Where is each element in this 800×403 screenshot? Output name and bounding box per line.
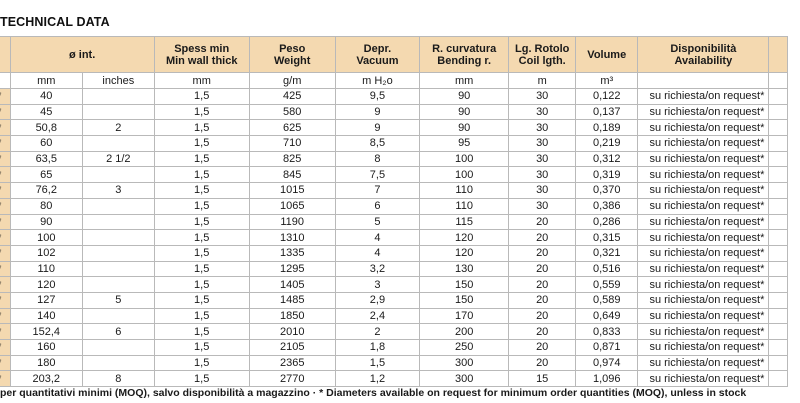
table-row [0, 292, 788, 308]
cell-diameter-mm: 100 [10, 230, 82, 246]
cell-wall-thickness: 1,5 [154, 104, 249, 120]
cell-diameter-mm: 80 [10, 198, 82, 214]
cell-vacuum: 4 [335, 245, 420, 261]
cell-vacuum: 3 [335, 277, 420, 293]
cell-bending-radius: 300 [420, 371, 509, 387]
cell-availability: su richiesta/on request* [638, 120, 769, 136]
table-row [0, 120, 788, 136]
row-edge [769, 308, 788, 324]
table-row [0, 214, 788, 230]
row-marker [0, 214, 10, 230]
cell-diameter-mm: 76,2 [10, 183, 82, 199]
cell-availability: su richiesta/on request* [638, 292, 769, 308]
cell-vacuum: 8,5 [335, 136, 420, 152]
table-row [0, 89, 788, 105]
cell-volume: 0,386 [576, 198, 638, 214]
unit-weight: g/m [249, 73, 335, 89]
row-edge [769, 151, 788, 167]
cell-coil-length: 20 [509, 230, 576, 246]
cell-diameter-mm: 127 [10, 292, 82, 308]
unit-mm: mm [10, 73, 82, 89]
table-row [0, 245, 788, 261]
section-title: TECHNICAL DATA [0, 15, 110, 29]
table-row [0, 355, 788, 371]
row-marker [0, 183, 10, 199]
cell-diameter-mm: 65 [10, 167, 82, 183]
row-marker [0, 261, 10, 277]
cell-volume: 0,315 [576, 230, 638, 246]
cell-diameter-inches [82, 104, 154, 120]
cell-coil-length: 30 [509, 151, 576, 167]
cell-vacuum: 5 [335, 214, 420, 230]
row-marker [0, 151, 10, 167]
cell-coil-length: 30 [509, 183, 576, 199]
cell-diameter-inches [82, 355, 154, 371]
cell-bending-radius: 120 [420, 245, 509, 261]
cell-volume: 0,516 [576, 261, 638, 277]
cell-weight: 1485 [249, 292, 335, 308]
cell-bending-radius: 100 [420, 151, 509, 167]
cell-weight: 425 [249, 89, 335, 105]
row-edge [769, 214, 788, 230]
cell-wall-thickness: 1,5 [154, 151, 249, 167]
cell-vacuum: 1,5 [335, 355, 420, 371]
cell-weight: 1850 [249, 308, 335, 324]
header-availability: Disponibilità Availability [638, 37, 769, 73]
cell-volume: 0,589 [576, 292, 638, 308]
units-edge [769, 73, 788, 89]
unit-availability [638, 73, 769, 89]
cell-wall-thickness: 1,5 [154, 120, 249, 136]
cell-diameter-inches [82, 89, 154, 105]
cell-coil-length: 30 [509, 136, 576, 152]
cell-volume: 0,189 [576, 120, 638, 136]
unit-volume: m³ [576, 73, 638, 89]
cell-vacuum: 2,9 [335, 292, 420, 308]
cell-volume: 0,319 [576, 167, 638, 183]
cell-coil-length: 20 [509, 355, 576, 371]
header-bending-radius: R. curvatura Bending r. [420, 37, 509, 73]
cell-coil-length: 30 [509, 198, 576, 214]
cell-volume: 0,974 [576, 355, 638, 371]
edge-header [769, 37, 788, 73]
cell-diameter-inches [82, 198, 154, 214]
cell-availability: su richiesta/on request* [638, 371, 769, 387]
cell-diameter-mm: 180 [10, 355, 82, 371]
row-edge [769, 292, 788, 308]
row-marker [0, 371, 10, 387]
row-edge [769, 120, 788, 136]
table-row [0, 136, 788, 152]
cell-availability: su richiesta/on request* [638, 324, 769, 340]
cell-availability: su richiesta/on request* [638, 151, 769, 167]
cell-vacuum: 1,8 [335, 340, 420, 356]
cell-vacuum: 9 [335, 104, 420, 120]
cell-weight: 1015 [249, 183, 335, 199]
units-row [0, 73, 788, 89]
unit-coil: m [509, 73, 576, 89]
cell-availability: su richiesta/on request* [638, 245, 769, 261]
cell-wall-thickness: 1,5 [154, 340, 249, 356]
cell-coil-length: 30 [509, 89, 576, 105]
row-edge [769, 167, 788, 183]
header-diameter: ø int. [10, 37, 154, 73]
cell-diameter-mm: 152,4 [10, 324, 82, 340]
cell-vacuum: 6 [335, 198, 420, 214]
table-row [0, 198, 788, 214]
marker-header [0, 37, 10, 73]
cell-volume: 0,370 [576, 183, 638, 199]
cell-volume: 0,219 [576, 136, 638, 152]
row-marker [0, 277, 10, 293]
cell-diameter-mm: 140 [10, 308, 82, 324]
cell-bending-radius: 130 [420, 261, 509, 277]
cell-bending-radius: 250 [420, 340, 509, 356]
cell-coil-length: 20 [509, 214, 576, 230]
cell-volume: 0,286 [576, 214, 638, 230]
cell-diameter-inches: 3 [82, 183, 154, 199]
cell-weight: 625 [249, 120, 335, 136]
cell-diameter-mm: 102 [10, 245, 82, 261]
cell-weight: 1295 [249, 261, 335, 277]
row-marker [0, 324, 10, 340]
cell-weight: 2365 [249, 355, 335, 371]
cell-weight: 710 [249, 136, 335, 152]
cell-vacuum: 2,4 [335, 308, 420, 324]
unit-vacuum: m H₂o [335, 73, 420, 89]
cell-diameter-mm: 63,5 [10, 151, 82, 167]
row-marker [0, 198, 10, 214]
cell-wall-thickness: 1,5 [154, 136, 249, 152]
cell-diameter-inches [82, 214, 154, 230]
cell-availability: su richiesta/on request* [638, 89, 769, 105]
row-edge [769, 371, 788, 387]
cell-coil-length: 20 [509, 261, 576, 277]
cell-weight: 1065 [249, 198, 335, 214]
cell-vacuum: 2 [335, 324, 420, 340]
cell-volume: 0,137 [576, 104, 638, 120]
cell-bending-radius: 300 [420, 355, 509, 371]
cell-availability: su richiesta/on request* [638, 198, 769, 214]
table-row [0, 277, 788, 293]
row-marker [0, 167, 10, 183]
row-edge [769, 136, 788, 152]
cell-bending-radius: 120 [420, 230, 509, 246]
row-edge [769, 183, 788, 199]
cell-availability: su richiesta/on request* [638, 167, 769, 183]
cell-weight: 2010 [249, 324, 335, 340]
cell-diameter-inches [82, 230, 154, 246]
cell-coil-length: 20 [509, 308, 576, 324]
cell-weight: 1310 [249, 230, 335, 246]
cell-diameter-mm: 160 [10, 340, 82, 356]
table-row [0, 167, 788, 183]
table-row [0, 230, 788, 246]
cell-availability: su richiesta/on request* [638, 214, 769, 230]
cell-diameter-mm: 60 [10, 136, 82, 152]
cell-volume: 1,096 [576, 371, 638, 387]
cell-wall-thickness: 1,5 [154, 324, 249, 340]
cell-weight: 1190 [249, 214, 335, 230]
cell-wall-thickness: 1,5 [154, 261, 249, 277]
table-row [0, 371, 788, 387]
table-row [0, 104, 788, 120]
cell-wall-thickness: 1,5 [154, 371, 249, 387]
cell-volume: 0,649 [576, 308, 638, 324]
cell-wall-thickness: 1,5 [154, 89, 249, 105]
cell-diameter-inches: 2 1/2 [82, 151, 154, 167]
cell-bending-radius: 110 [420, 183, 509, 199]
row-edge [769, 104, 788, 120]
cell-availability: su richiesta/on request* [638, 340, 769, 356]
cell-diameter-inches [82, 277, 154, 293]
cell-coil-length: 20 [509, 277, 576, 293]
cell-bending-radius: 150 [420, 292, 509, 308]
cell-coil-length: 15 [509, 371, 576, 387]
row-edge [769, 261, 788, 277]
row-marker [0, 355, 10, 371]
header-row [0, 37, 788, 73]
row-edge [769, 245, 788, 261]
row-marker [0, 104, 10, 120]
cell-volume: 0,559 [576, 277, 638, 293]
cell-coil-length: 30 [509, 120, 576, 136]
row-edge [769, 355, 788, 371]
row-edge [769, 230, 788, 246]
cell-diameter-inches: 8 [82, 371, 154, 387]
cell-coil-length: 20 [509, 245, 576, 261]
cell-bending-radius: 170 [420, 308, 509, 324]
cell-diameter-mm: 120 [10, 277, 82, 293]
header-volume: Volume [576, 37, 638, 73]
cell-weight: 825 [249, 151, 335, 167]
cell-diameter-inches: 2 [82, 120, 154, 136]
cell-wall-thickness: 1,5 [154, 230, 249, 246]
cell-weight: 1405 [249, 277, 335, 293]
cell-availability: su richiesta/on request* [638, 230, 769, 246]
cell-coil-length: 30 [509, 167, 576, 183]
cell-volume: 0,871 [576, 340, 638, 356]
row-marker [0, 230, 10, 246]
units-marker [0, 73, 10, 89]
cell-diameter-inches [82, 340, 154, 356]
cell-vacuum: 7,5 [335, 167, 420, 183]
cell-wall-thickness: 1,5 [154, 198, 249, 214]
cell-bending-radius: 90 [420, 104, 509, 120]
cell-diameter-mm: 110 [10, 261, 82, 277]
cell-wall-thickness: 1,5 [154, 183, 249, 199]
cell-availability: su richiesta/on request* [638, 136, 769, 152]
header-vacuum: Depr. Vacuum [335, 37, 420, 73]
cell-weight: 1335 [249, 245, 335, 261]
row-marker [0, 245, 10, 261]
cell-diameter-mm: 40 [10, 89, 82, 105]
table-row [0, 183, 788, 199]
cell-availability: su richiesta/on request* [638, 261, 769, 277]
cell-weight: 580 [249, 104, 335, 120]
cell-volume: 0,321 [576, 245, 638, 261]
header-coil-length: Lg. Rotolo Coil lgth. [509, 37, 576, 73]
cell-bending-radius: 90 [420, 120, 509, 136]
table-row [0, 308, 788, 324]
cell-diameter-mm: 90 [10, 214, 82, 230]
footnote: per quantitativi minimi (MOQ), salvo disponibilità a magazzino · * Diameters available on request for minimum order quantities (MOQ), unless in stock [0, 387, 747, 399]
row-edge [769, 198, 788, 214]
row-edge [769, 340, 788, 356]
cell-vacuum: 4 [335, 230, 420, 246]
cell-diameter-mm: 203,2 [10, 371, 82, 387]
cell-availability: su richiesta/on request* [638, 308, 769, 324]
cell-bending-radius: 115 [420, 214, 509, 230]
header-wall-thickness: Spess min Min wall thick [154, 37, 249, 73]
cell-wall-thickness: 1,5 [154, 167, 249, 183]
cell-wall-thickness: 1,5 [154, 277, 249, 293]
row-marker [0, 89, 10, 105]
cell-availability: su richiesta/on request* [638, 183, 769, 199]
row-marker [0, 120, 10, 136]
row-marker [0, 292, 10, 308]
cell-vacuum: 7 [335, 183, 420, 199]
cell-diameter-inches [82, 308, 154, 324]
unit-bending: mm [420, 73, 509, 89]
cell-vacuum: 3,2 [335, 261, 420, 277]
cell-wall-thickness: 1,5 [154, 245, 249, 261]
cell-bending-radius: 100 [420, 167, 509, 183]
cell-wall-thickness: 1,5 [154, 355, 249, 371]
unit-wall: mm [154, 73, 249, 89]
row-marker [0, 340, 10, 356]
cell-volume: 0,122 [576, 89, 638, 105]
cell-availability: su richiesta/on request* [638, 104, 769, 120]
cell-vacuum: 9,5 [335, 89, 420, 105]
table-row [0, 324, 788, 340]
cell-weight: 845 [249, 167, 335, 183]
cell-bending-radius: 90 [420, 89, 509, 105]
technical-data-table [0, 36, 788, 387]
cell-wall-thickness: 1,5 [154, 308, 249, 324]
table-body [0, 89, 788, 387]
cell-coil-length: 20 [509, 292, 576, 308]
cell-wall-thickness: 1,5 [154, 292, 249, 308]
cell-diameter-inches [82, 167, 154, 183]
cell-diameter-inches: 6 [82, 324, 154, 340]
cell-bending-radius: 95 [420, 136, 509, 152]
row-edge [769, 277, 788, 293]
cell-coil-length: 20 [509, 324, 576, 340]
cell-availability: su richiesta/on request* [638, 277, 769, 293]
cell-diameter-inches [82, 245, 154, 261]
unit-inches: inches [82, 73, 154, 89]
cell-bending-radius: 110 [420, 198, 509, 214]
row-edge [769, 89, 788, 105]
row-edge [769, 324, 788, 340]
cell-vacuum: 9 [335, 120, 420, 136]
cell-diameter-inches: 5 [82, 292, 154, 308]
cell-diameter-mm: 50,8 [10, 120, 82, 136]
cell-vacuum: 1,2 [335, 371, 420, 387]
table-row [0, 261, 788, 277]
row-marker [0, 136, 10, 152]
cell-coil-length: 20 [509, 340, 576, 356]
cell-wall-thickness: 1,5 [154, 214, 249, 230]
cell-bending-radius: 200 [420, 324, 509, 340]
cell-weight: 2770 [249, 371, 335, 387]
cell-vacuum: 8 [335, 151, 420, 167]
cell-volume: 0,312 [576, 151, 638, 167]
cell-weight: 2105 [249, 340, 335, 356]
table-row [0, 151, 788, 167]
cell-availability: su richiesta/on request* [638, 355, 769, 371]
cell-diameter-inches [82, 136, 154, 152]
row-marker [0, 308, 10, 324]
cell-diameter-mm: 45 [10, 104, 82, 120]
cell-volume: 0,833 [576, 324, 638, 340]
cell-diameter-inches [82, 261, 154, 277]
table-row [0, 340, 788, 356]
cell-bending-radius: 150 [420, 277, 509, 293]
cell-coil-length: 30 [509, 104, 576, 120]
header-weight: Peso Weight [249, 37, 335, 73]
